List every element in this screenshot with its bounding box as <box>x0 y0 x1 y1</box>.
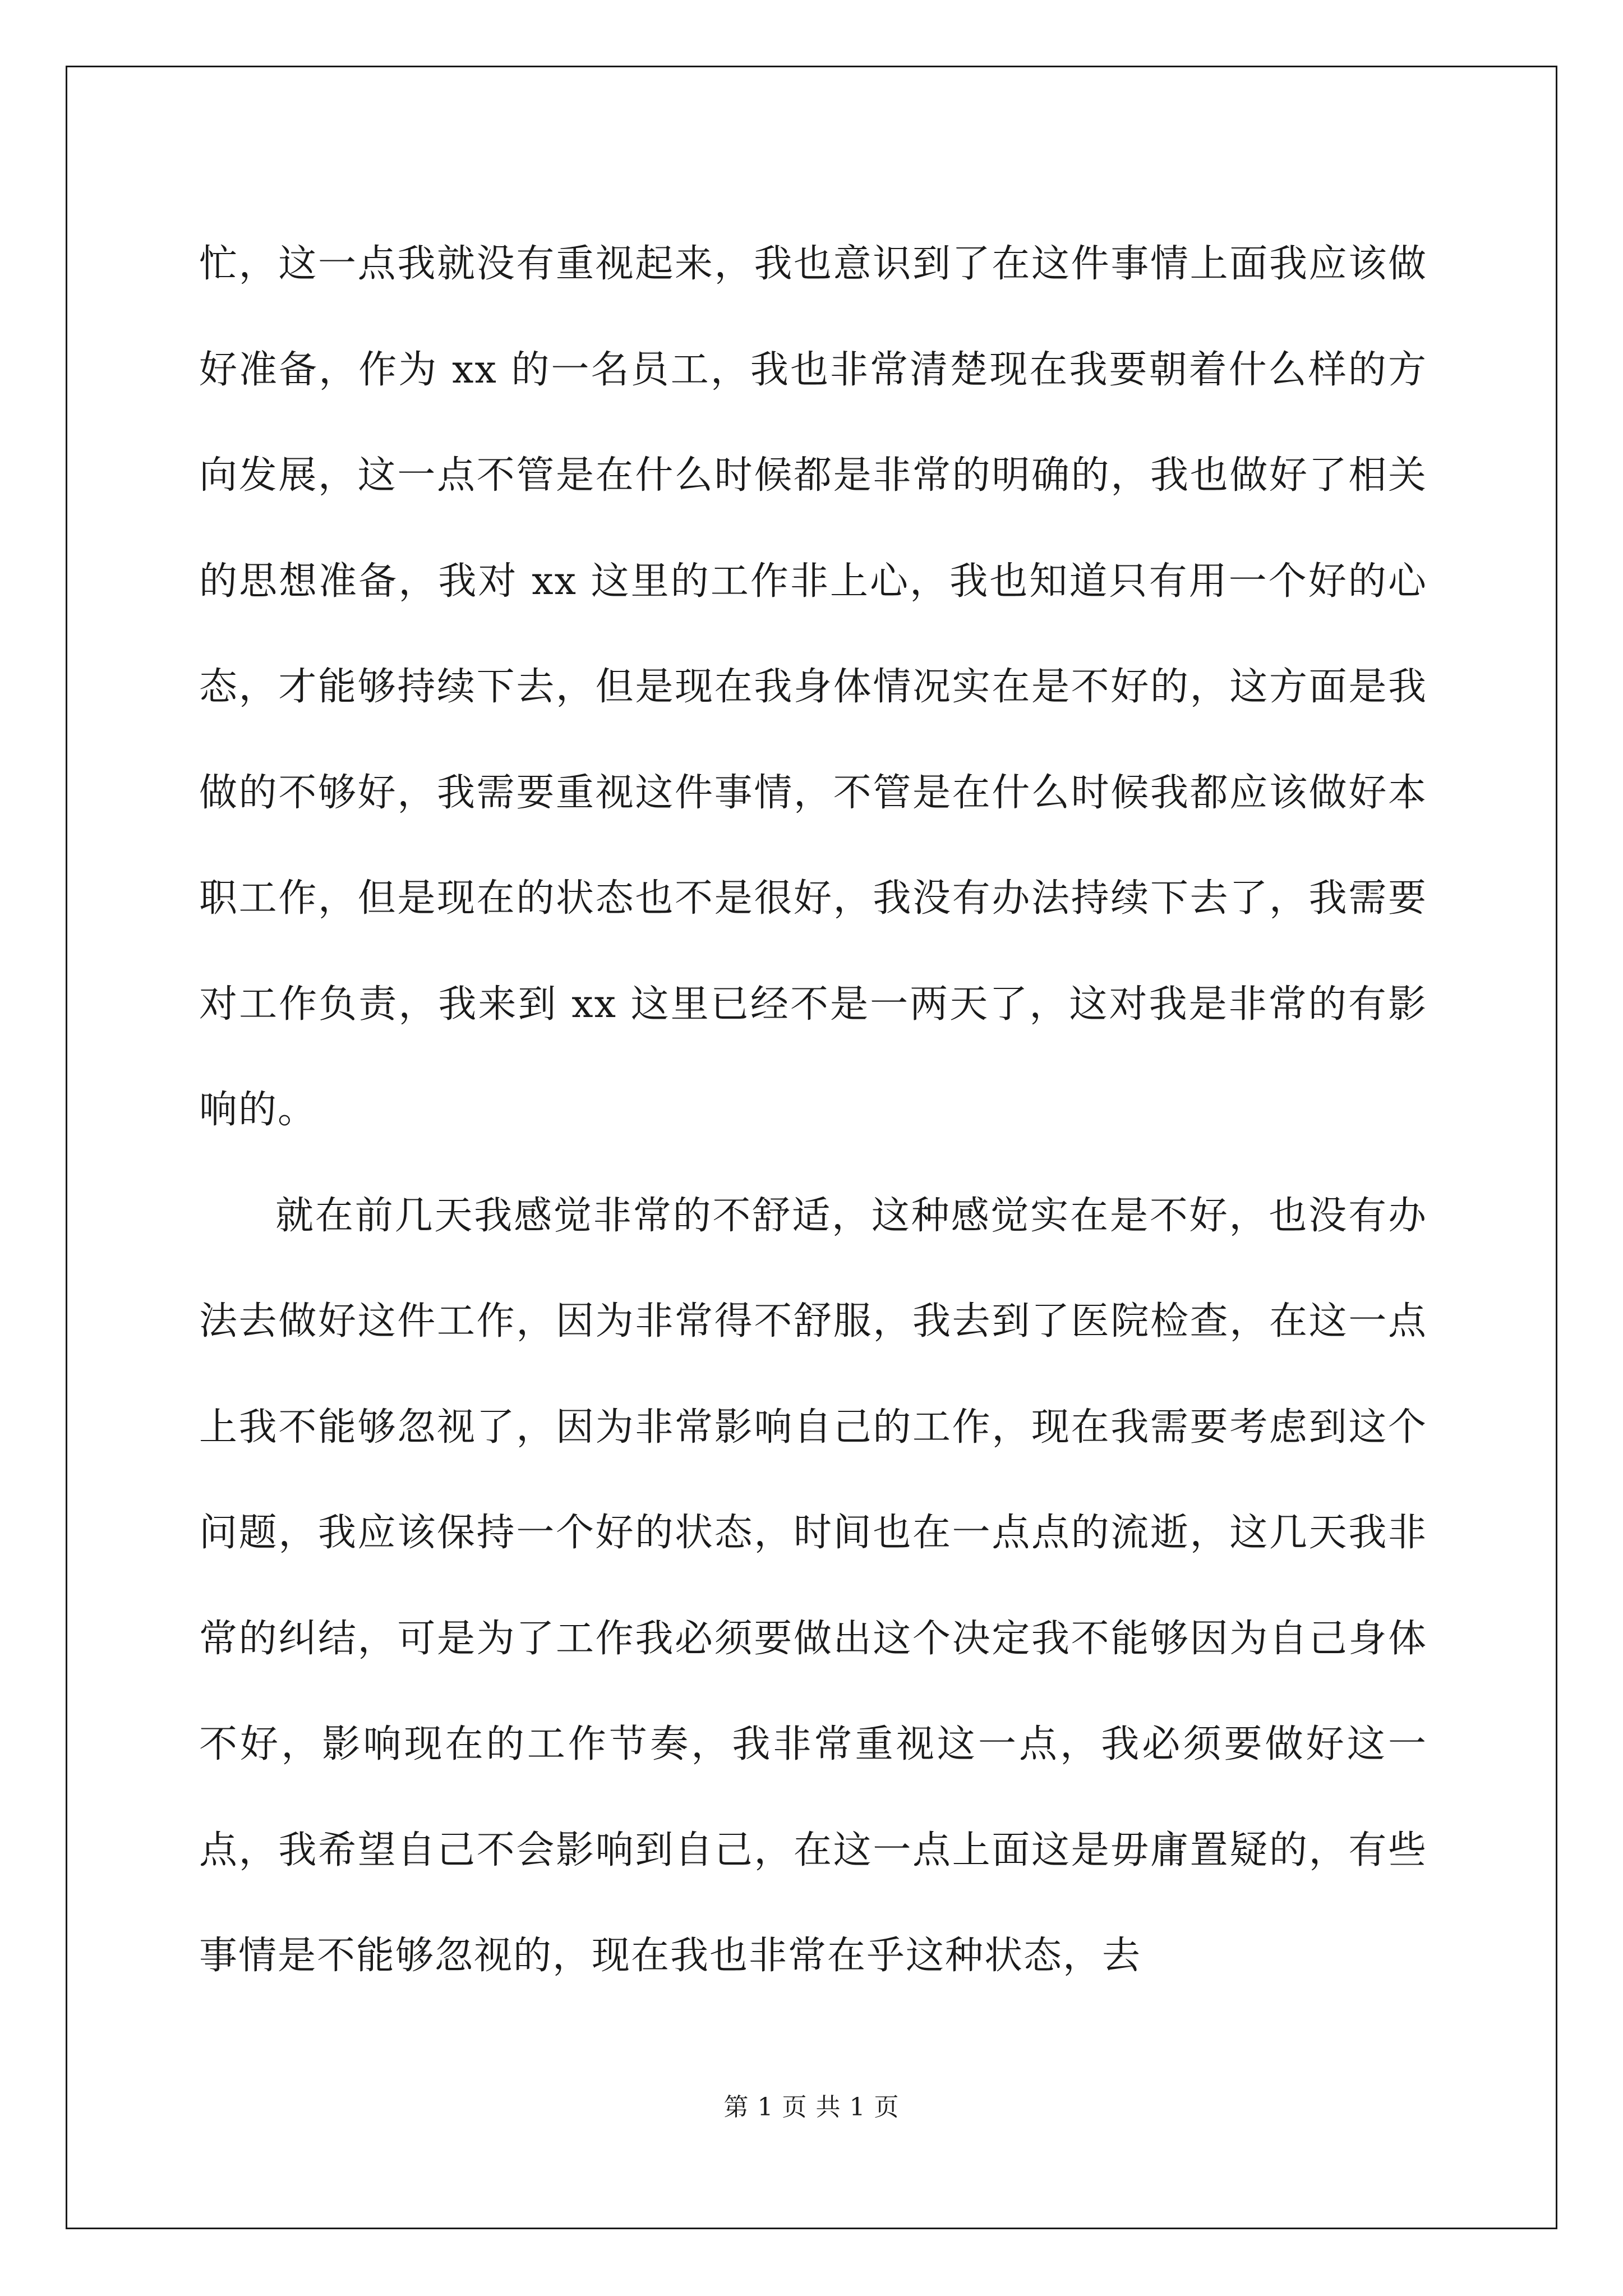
paragraph-2: 就在前几天我感觉非常的不舒适，这种感觉实在是不好，也没有办法去做好这件工作，因为非常得不舒服，我去到了医院检查，在这一点上我不能够忽视了，因为非常影响自己的工作，现在我需要考虑到这个问题，我应该保持一个好的状态，时间也在一点点的流逝，这几天我非常的纠结，可是为了工作我必须要做出这个决定我不能够因为自己身体不好，影响现在的工作节奏，我非常重视这一点，我必须要做好这一点，我希望自己不会影响到自己，在这一点上面这是毋庸置疑的，有些事情是不能够忽视的，现在我也非常在乎这种状态，去 <box>199 1193 1427 1978</box>
paragraph-1: 忙，这一点我就没有重视起来，我也意识到了在这件事情上面我应该做好准备，作为 xx 的一名员工，我也非常清楚现在我要朝着什么样的方向发展，这一点不管是在什么时候都是非常的明确的，我也做好了相关的思想准备，我对 xx 这里的工作非上心，我也知道只有用一个好的心态，才能够持续下去，但是现在我身体情况实在是不好的，这方面是我做的不够好，我需要重视这件事情，不管是在什么时候我都应该做好本职工作，但是现在的状态也不是很好，我没有办法持续下去了，我需要对工作负责，我来到 xx 这里已经不是一两天了，这对我是非常的有影响的。 <box>199 242 1427 1132</box>
page-footer: 第 1 页 共 1 页 <box>723 2093 900 2122</box>
document-body <box>199 211 1427 2009</box>
